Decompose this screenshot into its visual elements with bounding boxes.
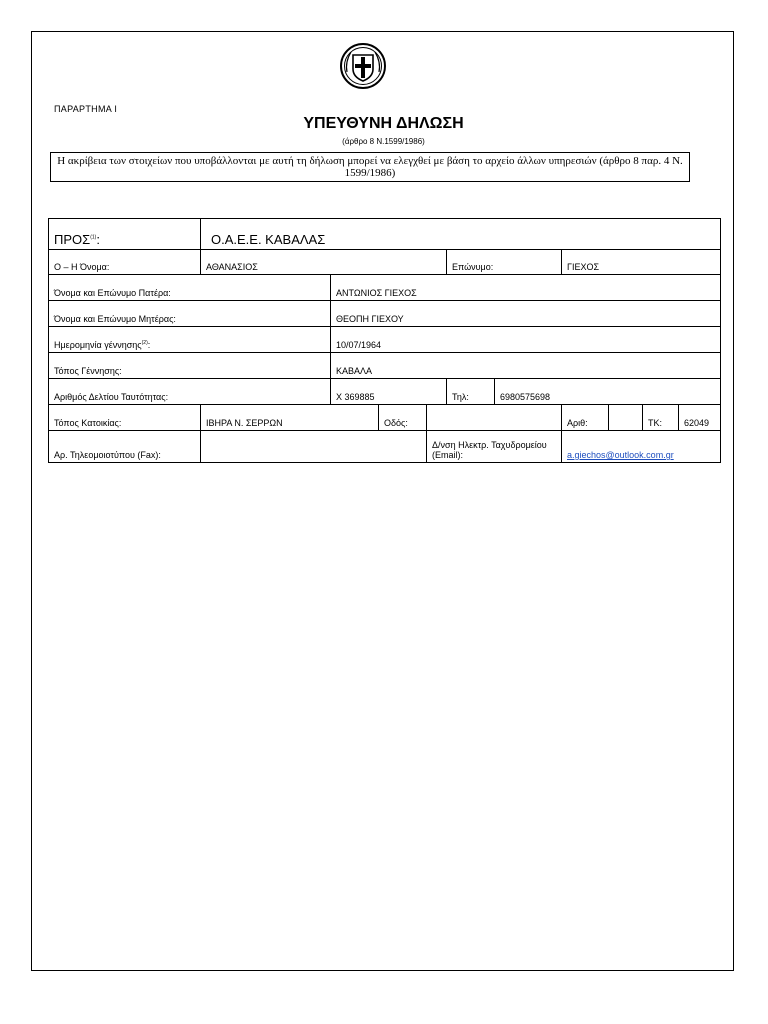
mother-row (49, 301, 721, 327)
father-row (49, 275, 721, 301)
number-field[interactable] (609, 405, 643, 431)
father-label: Όνομα και Επώνυμο Πατέρα: (49, 275, 331, 301)
name-row (49, 250, 721, 275)
phone-field[interactable]: 6980575698 (495, 379, 721, 405)
document-subtitle: (άρθρο 8 Ν.1599/1986) (342, 137, 425, 146)
fax-field[interactable] (201, 431, 427, 463)
street-label: Οδός: (379, 405, 427, 431)
residence-label: Τόπος Κατοικίας: (49, 405, 201, 431)
document-title: ΥΠΕΥΘΥΝΗ ΔΗΛΩΣΗ (303, 115, 464, 132)
phone-label: Τηλ: (447, 379, 495, 405)
street-field[interactable] (427, 405, 562, 431)
name-field[interactable]: ΑΘΑΝΑΣΙΟΣ (201, 250, 447, 275)
birthdate-row (49, 327, 721, 353)
hellenic-republic-seal-icon (339, 42, 387, 90)
birthplace-row (49, 353, 721, 379)
birthdate-field[interactable]: 10/07/1964 (331, 327, 721, 353)
surname-field[interactable]: ΓΙΕΧΟΣ (562, 250, 721, 275)
mother-field[interactable]: ΘΕΟΠΗ ΓΙΕΧΟΥ (331, 301, 721, 327)
email-label: Δ/νση Ηλεκτρ. Ταχυδρομείου (Email): (427, 431, 562, 463)
birthplace-field[interactable]: ΚΑΒΑΛΑ (331, 353, 721, 379)
id-row (49, 379, 721, 405)
declaration-form-table (48, 218, 721, 463)
recipient-label: ΠΡΟΣ$^{(1)}$: (49, 219, 201, 250)
recipient-row (49, 219, 721, 250)
zip-label: ΤΚ: (643, 405, 679, 431)
birthdate-label: Ημερομηνία γέννησης$^{(2)}$: (49, 327, 331, 353)
birthplace-label: Τόπος Γέννησης: (49, 353, 331, 379)
zip-field[interactable]: 62049 (679, 405, 721, 431)
email-link[interactable]: a.giechos@outlook.com.gr (567, 450, 674, 460)
father-field[interactable]: ΑΝΤΩΝΙΟΣ ΓΙΕΧΟΣ (331, 275, 721, 301)
annex-label: ΠΑΡΑΡΤΗΜΑ Ι (54, 104, 118, 114)
fax-label: Αρ. Τηλεομοιοτύπου (Fax): (49, 431, 201, 463)
id-field[interactable]: Χ 369885 (331, 379, 447, 405)
accuracy-notice: Η ακρίβεια των στοιχείων που υποβάλλονται με αυτή τη δήλωση μπορεί να ελεγχθεί με βάση το αρχείο άλλων υπηρεσιών (άρθρο 8 παρ. 4 Ν. 1599/1986) (50, 152, 690, 182)
number-label: Αριθ: (562, 405, 609, 431)
mother-label: Όνομα και Επώνυμο Μητέρας: (49, 301, 331, 327)
surname-label: Επώνυμο: (447, 250, 562, 275)
email-field[interactable] (562, 431, 721, 463)
recipient-field[interactable]: Ο.Α.Ε.Ε. ΚΑΒΑΛΑΣ (201, 219, 721, 250)
name-label: Ο – Η Όνομα: (49, 250, 201, 275)
id-label: Αριθμός Δελτίου Ταυτότητας: (49, 379, 331, 405)
residence-field[interactable]: ΙΒΗΡΑ Ν. ΣΕΡΡΩΝ (201, 405, 379, 431)
document-page (31, 31, 734, 971)
contact-row (49, 431, 721, 463)
residence-row (49, 405, 721, 431)
